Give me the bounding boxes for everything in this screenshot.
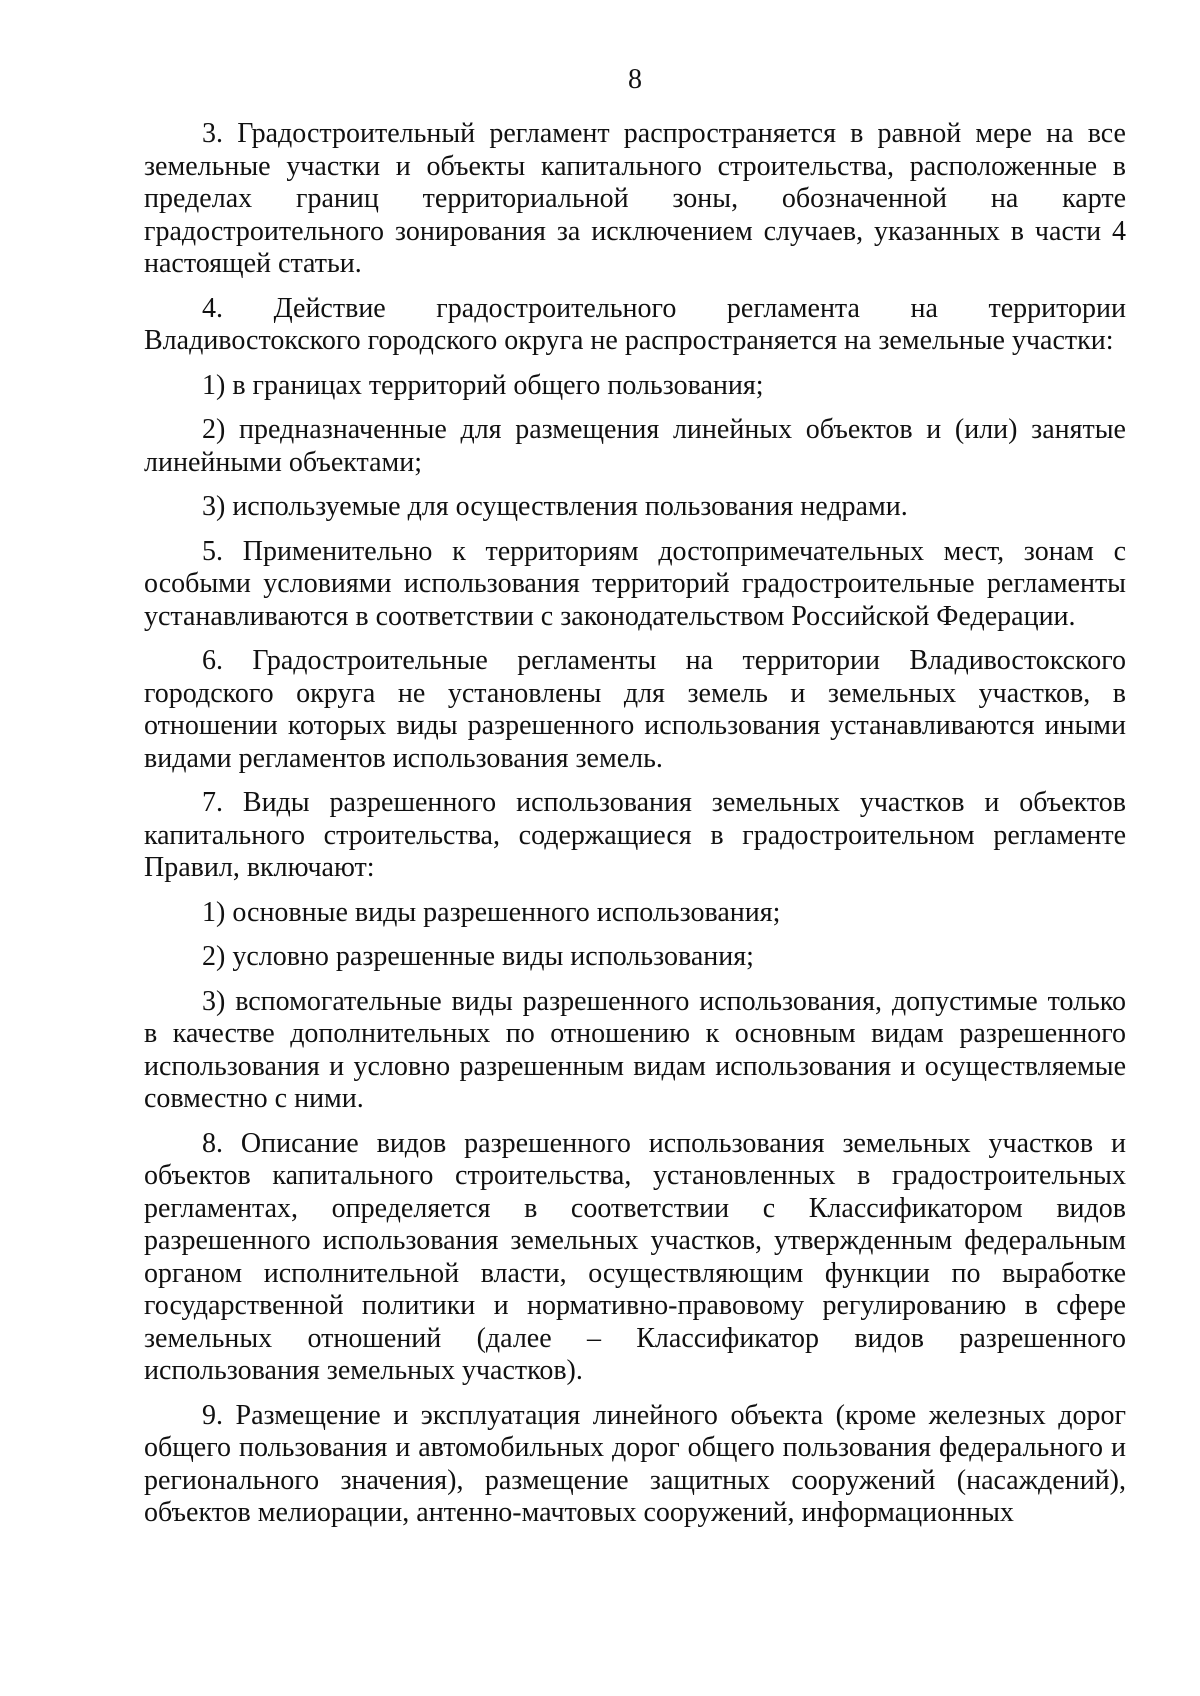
paragraph-part-7: 7. Виды разрешенного использования земельных участков и объектов капитального строительства, содержащиеся в градостроительном регламенте Правил, включают: (144, 787, 1126, 883)
document-page (144, 64, 1126, 1530)
paragraph-part-3: 3. Градостроительный регламент распространяется в равной мере на все земельные участки и объекты капитального строительства, расположенные в пределах границ территориальной зоны, обозначенной на карте градостроительного зонирования за исключением случаев, указанных в части 4 настоящей статьи. (144, 118, 1126, 279)
list-item-4-2: 2) предназначенные для размещения линейных объектов и (или) занятые линейными объектами; (144, 414, 1126, 478)
list-item-7-3: 3) вспомогательные виды разрешенного использования, допустимые только в качестве дополнительных по отношению к основным видам разрешенного использования и условно разрешенным видам использования и осуществляемые совместно с ними. (144, 985, 1126, 1114)
list-item-7-1: 1) основные виды разрешенного использования; (202, 896, 781, 928)
paragraph-part-5: 5. Применительно к территориям достопримечательных мест, зонам с особыми условиями использования территорий градостроительные регламенты устанавливаются в соответствии с законодательством Российской Федерации. (144, 535, 1126, 632)
paragraph-part-6: 6. Градостроительные регламенты на территории Владивостокского городского округа не установлены для земель и земельных участков, в отношении которых виды разрешенного использования устанавливаются иными видами регламентов использования земель. (144, 645, 1126, 774)
list-item-7-2: 2) условно разрешенные виды использования; (202, 941, 754, 972)
paragraph-part-9: 9. Размещение и эксплуатация линейного объекта (кроме железных дорог общего пользования и автомобильных дорог общего пользования федерального и регионального значения), размещение защитных сооружений (насаждений), объектов мелиорации, антенно-мачтовых сооружений, информационных (144, 1399, 1126, 1528)
list-item-4-3: 3) используемые для осуществления пользования недрами. (202, 491, 908, 522)
paragraph-part-8: 8. Описание видов разрешенного использования земельных участков и объектов капитального строительства, установленных в градостроительных регламентах, определяется в соответствии с Классификатором видов разрешенного использования земельных участков, утвержденным федеральным органом исполнительной власти, осуществляющим функции по выработке государственной политики и нормативно-правовому регулированию в сфере земельных отношений (далее – Классификатор видов разрешенного использования земельных участков). (144, 1127, 1126, 1386)
page-number: 8 (628, 64, 642, 95)
paragraph-part-4: 4. Действие градостроительного регламента на территории Владивостокского городского округа не распространяется на земельные участки: (144, 292, 1126, 356)
list-item-4-1: 1) в границах территорий общего пользования; (202, 369, 764, 401)
